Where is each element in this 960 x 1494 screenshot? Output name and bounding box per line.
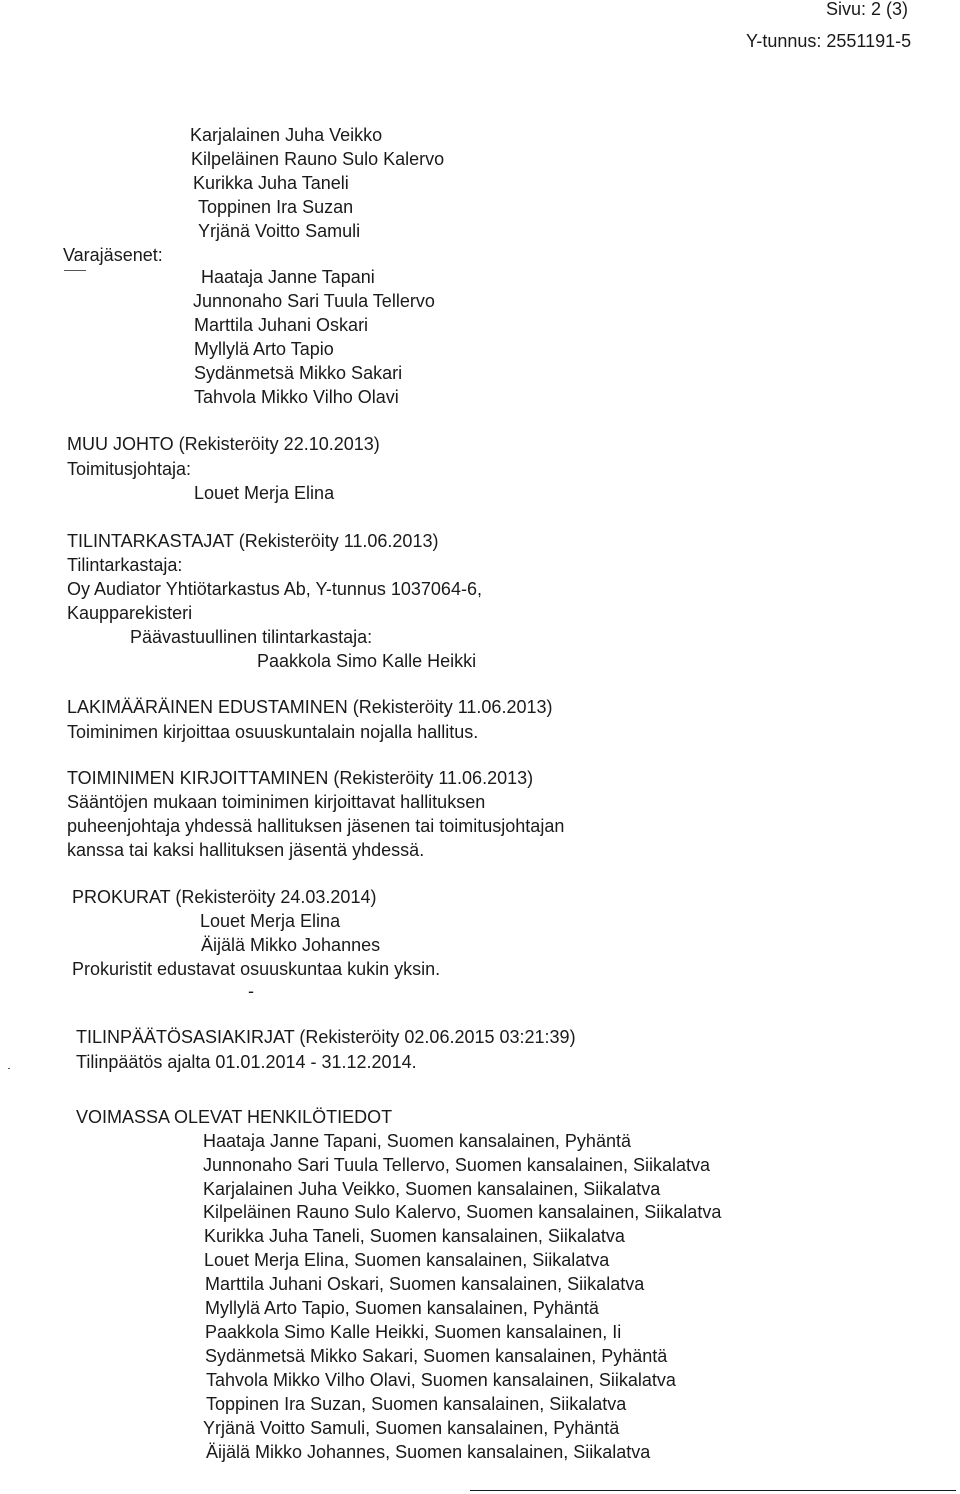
- person-entry: Paakkola Simo Kalle Heikki, Suomen kansalainen, Ii: [205, 1322, 622, 1342]
- section-heading-financial-statements: TILINPÄÄTÖSASIAKIRJAT (Rekisteröity 02.06.2015 03:21:39): [76, 1027, 576, 1047]
- signing-text-line: Sääntöjen mukaan toiminimen kirjoittavat hallituksen: [67, 792, 486, 812]
- financial-statements-text: Tilinpäätös ajalta 01.01.2014 - 31.12.2014.: [76, 1052, 417, 1072]
- section-heading-auditors: TILINTARKASTAJAT (Rekisteröity 11.06.2013): [67, 531, 439, 551]
- deputy-member: Myllylä Arto Tapio: [194, 339, 334, 359]
- board-member: Kilpeläinen Rauno Sulo Kalervo: [191, 149, 445, 169]
- section-heading-management: MUU JOHTO (Rekisteröity 22.10.2013): [67, 434, 380, 454]
- person-entry: Kilpeläinen Rauno Sulo Kalervo, Suomen kansalainen, Siikalatva: [203, 1202, 722, 1222]
- section-heading-representation: LAKIMÄÄRÄINEN EDUSTAMINEN (Rekisteröity 11.06.2013): [67, 697, 553, 717]
- person-entry: Junnonaho Sari Tuula Tellervo, Suomen kansalainen, Siikalatva: [203, 1155, 710, 1175]
- dash-mark: -: [248, 981, 254, 1001]
- person-entry: Myllylä Arto Tapio, Suomen kansalainen, Pyhäntä: [205, 1298, 599, 1318]
- person-entry: Marttila Juhani Oskari, Suomen kansalainen, Siikalatva: [205, 1274, 645, 1294]
- representation-text: Toiminimen kirjoittaa osuuskuntalain nojalla hallitus.: [67, 722, 479, 742]
- person-entry: Sydänmetsä Mikko Sakari, Suomen kansalainen, Pyhäntä: [205, 1346, 668, 1366]
- signing-text-line: puheenjohtaja yhdessä hallituksen jäsenen tai toimitusjohtajan: [67, 816, 565, 836]
- person-name: Äijälä Mikko Johannes: [201, 935, 381, 955]
- auditor-firm: Oy Audiator Yhtiötarkastus Ab, Y-tunnus 1037064-6,: [67, 579, 482, 599]
- person-entry: Haataja Janne Tapani, Suomen kansalainen, Pyhäntä: [203, 1131, 631, 1151]
- business-id: Y-tunnus: 2551191-5: [746, 31, 912, 51]
- role-label: Päävastuullinen tilintarkastaja:: [130, 627, 373, 647]
- board-member: Kurikka Juha Taneli: [193, 173, 349, 193]
- board-member: Toppinen Ira Suzan: [198, 197, 354, 217]
- person-name: Louet Merja Elina: [200, 911, 341, 931]
- board-member: Karjalainen Juha Veikko: [190, 125, 383, 145]
- procuration-note: Prokuristit edustavat osuuskuntaa kukin yksin.: [72, 959, 441, 979]
- person-entry: Karjalainen Juha Veikko, Suomen kansalainen, Siikalatva: [203, 1179, 661, 1199]
- section-heading-procuration: PROKURAT (Rekisteröity 24.03.2014): [72, 887, 377, 907]
- person-entry: Yrjänä Voitto Samuli, Suomen kansalainen, Pyhäntä: [203, 1418, 620, 1438]
- role-label: Toimitusjohtaja:: [67, 459, 192, 479]
- person-entry: Äijälä Mikko Johannes, Suomen kansalainen, Siikalatva: [206, 1442, 651, 1462]
- deputy-label: Varajäsenet:: [63, 245, 163, 265]
- auditor-register: Kaupparekisteri: [67, 603, 193, 623]
- footer-rule: [470, 1490, 956, 1491]
- person-entry: Toppinen Ira Suzan, Suomen kansalainen, Siikalatva: [206, 1394, 627, 1414]
- role-label: Tilintarkastaja:: [67, 555, 183, 575]
- deputy-member: Sydänmetsä Mikko Sakari: [194, 363, 403, 383]
- person-entry: Tahvola Mikko Vilho Olavi, Suomen kansalainen, Siikalatva: [206, 1370, 676, 1390]
- person-name: Louet Merja Elina: [194, 483, 335, 503]
- page-number: Sivu: 2 (3): [826, 0, 909, 19]
- signing-text-line: kanssa tai kaksi hallituksen jäsentä yhdessä.: [67, 840, 425, 860]
- person-entry: Kurikka Juha Taneli, Suomen kansalainen, Siikalatva: [204, 1226, 625, 1246]
- person-entry: Louet Merja Elina, Suomen kansalainen, Siikalatva: [204, 1250, 610, 1270]
- deputy-member: Tahvola Mikko Vilho Olavi: [194, 387, 399, 407]
- person-name: Paakkola Simo Kalle Heikki: [257, 651, 477, 671]
- deputy-member: Haataja Janne Tapani: [201, 267, 375, 287]
- deputy-member: Junnonaho Sari Tuula Tellervo: [193, 291, 435, 311]
- scan-speck: [8, 1068, 10, 1069]
- section-heading-signing: TOIMINIMEN KIRJOITTAMINEN (Rekisteröity 11.06.2013): [67, 768, 534, 788]
- section-heading-persons: VOIMASSA OLEVAT HENKILÖTIEDOT: [76, 1107, 393, 1127]
- deputy-member: Marttila Juhani Oskari: [194, 315, 369, 335]
- board-member: Yrjänä Voitto Samuli: [198, 221, 361, 241]
- scan-speck: [64, 270, 86, 271]
